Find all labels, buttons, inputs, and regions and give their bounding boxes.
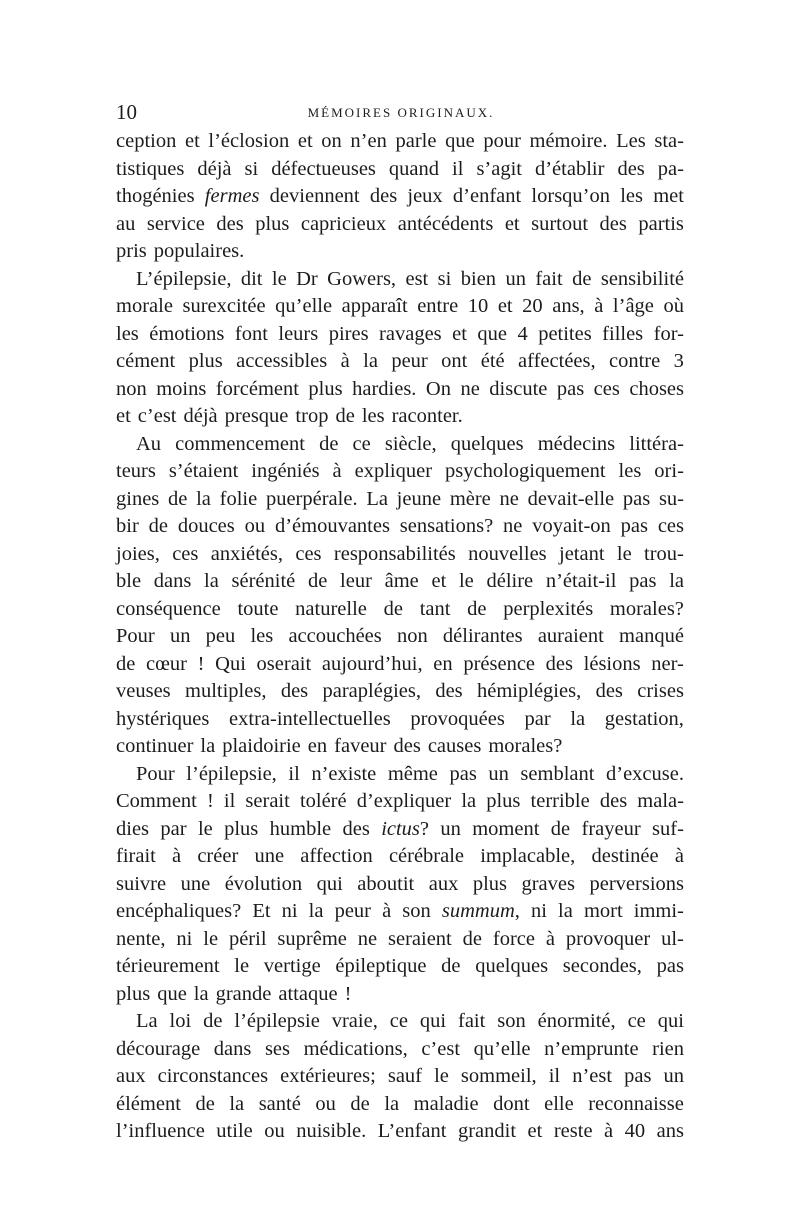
text-line: térieurement le vertige épileptique de quelques secondes, pas bbox=[116, 955, 684, 977]
text-line: aux circonstances extérieures; sauf le sommeil, il n’est pas un bbox=[116, 1065, 684, 1087]
text-line: pris populaires. bbox=[116, 240, 245, 262]
text-line: encéphaliques? Et ni la peur à son summum, ni la mort immi- bbox=[116, 900, 684, 922]
text-line: continuer la plaidoirie en faveur des causes morales? bbox=[116, 735, 563, 757]
text-line: tistiques déjà si défectueuses quand il s’agit d’établir des pa- bbox=[116, 157, 684, 180]
text-line: veuses multiples, des paraplégies, des hémiplégies, des crises bbox=[116, 680, 684, 702]
text-line: les émotions font leurs pires ravages et que 4 petites filles for- bbox=[116, 322, 684, 345]
text-line: Comment ! il serait toléré d’expliquer la plus terrible des mala- bbox=[116, 790, 684, 812]
text-line: gines de la folie puerpérale. La jeune mère ne devait-elle pas su- bbox=[116, 487, 684, 510]
text-line: élément de la santé ou de la maladie dont elle reconnaisse bbox=[116, 1092, 684, 1115]
text-line: suivre une évolution qui aboutit aux plus graves perversions bbox=[116, 872, 684, 895]
text-line: bir de douces ou d’émouvantes sensations? ne voyait-on pas ces bbox=[116, 515, 684, 537]
text-line: Au commencement de ce siècle, quelques médecins littéra- bbox=[136, 432, 684, 455]
text-line: ception et l’éclosion et on n’en parle que pour mémoire. Les sta- bbox=[116, 130, 684, 152]
text-line: nente, ni le péril suprême ne seraient de force à provoquer ul- bbox=[116, 927, 684, 950]
body-text bbox=[116, 128, 684, 1146]
text-line: hystériques extra-intellectuelles provoquées par la gestation, bbox=[116, 707, 684, 730]
page-number: 10 bbox=[116, 100, 137, 124]
text-line: et c’est déjà presque trop de les raconter. bbox=[116, 405, 463, 427]
running-head bbox=[116, 98, 686, 126]
running-title: MÉMOIRES ORIGINAUX. bbox=[307, 105, 495, 120]
text-line: Pour un peu les accouchées non délirantes auraient manqué bbox=[116, 625, 684, 647]
text-line: La loi de l’épilepsie vraie, ce qui fait son énormité, ce qui bbox=[136, 1010, 684, 1032]
text-line: cément plus accessibles à la peur ont été affectées, contre 3 bbox=[116, 350, 684, 372]
text-line: décourage dans ses médications, c’est qu’elle n’emprunte rien bbox=[116, 1037, 684, 1060]
text-line: non moins forcément plus hardies. On ne discute pas ces choses bbox=[116, 377, 684, 400]
text-line: Pour l’épilepsie, il n’existe même pas un semblant d’excuse. bbox=[136, 762, 684, 785]
text-line: dies par le plus humble des ictus? un moment de frayeur suf- bbox=[116, 817, 684, 840]
text-line: de cœur ! Qui oserait aujourd’hui, en présence des lésions ner- bbox=[116, 652, 684, 675]
text-line: au service des plus capricieux antécédents et surtout des partis bbox=[116, 212, 684, 235]
text-line: firait à créer une affection cérébrale implacable, destinée à bbox=[116, 845, 684, 867]
text-line: morale surexcitée qu’elle apparaît entre 10 et 20 ans, à l’âge où bbox=[116, 295, 684, 317]
text-line: plus que la grande attaque ! bbox=[116, 982, 352, 1005]
text-line: teurs s’étaient ingéniés à expliquer psychologiquement les ori- bbox=[116, 460, 684, 482]
text-line: joies, ces anxiétés, ces responsabilités nouvelles jetant le trou- bbox=[116, 542, 684, 565]
text-line: L’épilepsie, dit le Dr Gowers, est si bien un fait de sensibilité bbox=[136, 267, 684, 290]
text-line: l’influence utile ou nuisible. L’enfant grandit et reste à 40 ans bbox=[116, 1120, 684, 1142]
text-line: thogénies fermes deviennent des jeux d’enfant lorsqu’on les met bbox=[116, 185, 684, 207]
text-line: conséquence toute naturelle de tant de perplexités morales? bbox=[116, 597, 684, 620]
text-line: ble dans la sérénité de leur âme et le délire n’était-il pas la bbox=[116, 570, 684, 592]
